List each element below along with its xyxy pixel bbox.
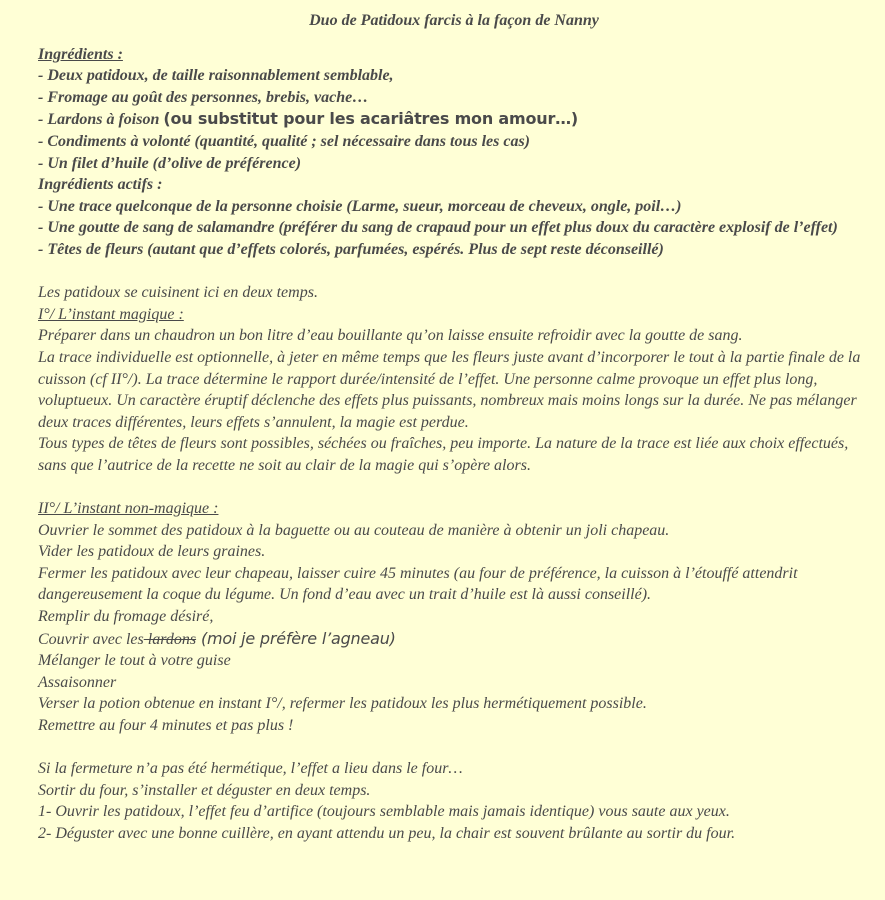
cover-prefix: Couvrir avec les (38, 630, 144, 648)
ingredients-heading: Ingrédients : (38, 45, 123, 63)
intro-text: Les patidoux se cuisinent ici en deux temps. (38, 284, 318, 302)
part2-line: Mélanger le tout à votre guise (38, 652, 231, 670)
ingredient-item: - Condiments à volonté (quantité, qualité ; sel nécessaire dans tous les cas) (38, 132, 531, 150)
part2-heading: II°/ L’instant non-magique : (38, 500, 219, 518)
ending-line: Sortir du four, s’installer et déguster en deux temps. (38, 781, 371, 799)
part2-line: Fermer les patidoux avec leur chapeau, laisser cuire 45 minutes (au four de préférence, la cuisson à l’étouffé attendrit dangereusement la coque du légume. Un fond d’eau avec un trait d’huile est là aussi conseillé). (38, 564, 798, 604)
ending-line: 2- Déguster avec une bonne cuillère, en ayant attendu un peu, la chair est souvent brûlante au sortir du four. (38, 824, 736, 842)
ingredient-item: - Fromage au goût des personnes, brebis, vache… (38, 88, 369, 106)
part2-line: Ouvrier le sommet des patidoux à la baguette ou au couteau de manière à obtenir un joli chapeau. (38, 521, 670, 539)
part1-line: La trace individuelle est optionnelle, à jeter en même temps que les fleurs juste avant d’incorporer le tout à la partie finale de la cuisson (cf II°/). La trace détermine le rapport durée/intensité de l’effet. Une personne calme provoque un effet plus long, voluptueux. Un caractère éruptif déclenche des effets plus puissants, nombreux mais moins longs sur la durée. Ne pas mélanger deux traces différentes, leurs effets s’annulent, la magie est perdue. (38, 348, 861, 431)
part1-line: Tous types de têtes de fleurs sont possibles, séchées ou fraîches, peu importe. La nature de la trace est liée aux choix effectués, sans que l’autrice de la recette ne soit au clair de la magie qui s’opère alors. (38, 435, 849, 474)
ending-line: 1- Ouvrir les patidoux, l’effet feu d’artifice (toujours semblable mais jamais identique) vous saute aux yeux. (38, 803, 730, 821)
ingredient-item: - Un filet d’huile (d’olive de préférence) (38, 154, 302, 172)
active-ingredient-item: - Têtes de fleurs (autant que d’effets colorés, parfumées, espérés. Plus de sept reste déconseillé) (38, 240, 664, 258)
active-ingredients-heading: Ingrédients actifs : (38, 176, 163, 194)
handwritten-note-lardons: (ou substitut pour les acariâtres mon amour…) (163, 109, 579, 129)
part2-line-cover (38, 628, 878, 651)
part2-line: Vider les patidoux de leurs graines. (38, 543, 266, 561)
struck-word-lardons: lardons (143, 630, 197, 648)
part2-line: Remplir du fromage désiré, (38, 608, 214, 626)
paragraph-gap (38, 737, 878, 759)
active-ingredient-item: - Une trace quelconque de la personne choisie (Larme, sueur, morceau de cheveux, ongle, poil…) (38, 197, 682, 215)
recipe-title: Duo de Patidoux farcis à la façon de Nanny (309, 12, 599, 29)
active-ingredient-item: - Une goutte de sang de salamandre (préférer du sang de crapaud pour un effet plus doux du caractère explosif de l’effet) (38, 219, 838, 237)
part2-line: Remettre au four 4 minutes et pas plus ! (38, 717, 294, 734)
handwritten-note-agneau: (moi je préfère l’agneau) (196, 628, 396, 648)
part1-line: Préparer dans un chaudron un bon litre d’eau bouillante qu’on laisse ensuite refroidir avec la goutte de sang. (38, 327, 743, 345)
part2-line: Assaisonner (38, 673, 117, 691)
part2-line: Verser la potion obtenue en instant I°/, refermer les patidoux les plus hermétiquement possible. (38, 695, 647, 713)
ingredient-item-text: - Lardons à foison (38, 111, 160, 129)
ingredient-item: - Deux patidoux, de taille raisonnablement semblable, (38, 67, 394, 85)
ending-line: Si la fermeture n’a pas été hermétique, l’effet a lieu dans le four… (38, 760, 463, 778)
part1-heading: I°/ L’instant magique : (38, 305, 184, 323)
paragraph-gap (38, 476, 878, 498)
recipe-document (38, 10, 878, 845)
ingredient-item-lardons (38, 108, 878, 131)
paragraph-gap (38, 261, 878, 283)
